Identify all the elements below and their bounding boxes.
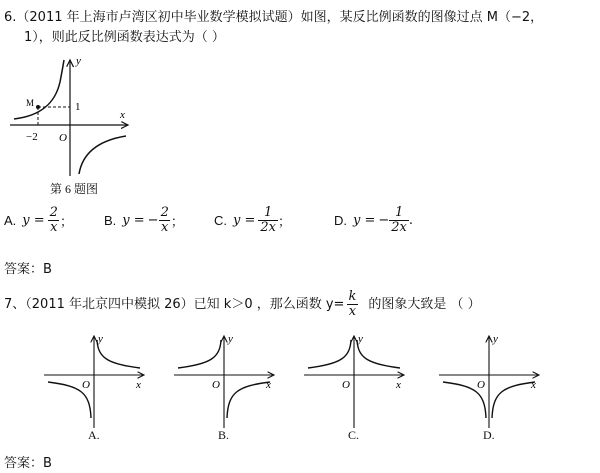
option-fraction: [389, 206, 409, 235]
graph-b-label-y: y: [228, 333, 233, 345]
fraction-numerator: 2: [160, 205, 169, 220]
q6-option-a: [4, 206, 73, 235]
graph-b-label-o: O: [212, 379, 220, 391]
q7-graph-d-caption: D.: [483, 428, 495, 442]
option-sign: −: [147, 213, 159, 228]
fraction-numerator: 2: [49, 205, 58, 220]
q7-graph-d: [435, 330, 545, 430]
graph-a-label-o: O: [82, 379, 90, 391]
q7-text: [4, 290, 481, 319]
fraction-denominator: 2x: [391, 220, 407, 235]
q6-option-b: [104, 206, 184, 235]
option-tail: ；: [170, 215, 184, 230]
option-fraction: [48, 206, 60, 235]
graph-c-branch-2: [308, 340, 351, 368]
option-tail: ；: [59, 215, 73, 230]
q6-figure-caption: 第 6 题图: [50, 182, 99, 196]
q7-graph-b-caption: B.: [218, 428, 230, 442]
graph-a-label-y: y: [98, 333, 103, 345]
q6-text-line2: 1），则此反比例函数表达式为（ ）: [24, 30, 225, 45]
q7-graph-b: [170, 330, 280, 430]
q6-label-y: y: [76, 55, 81, 67]
option-label: C.: [214, 213, 227, 228]
q6-answer: 答案：B: [4, 262, 52, 277]
q6-label-m: M: [26, 98, 35, 108]
option-lhs: y =: [22, 213, 45, 228]
option-lhs: y =: [122, 213, 145, 228]
q7-graph-c: [300, 330, 410, 430]
q6-figure: [0, 46, 150, 196]
q6-curve-branch-4: [79, 136, 126, 174]
q7-graph-c-caption: C.: [348, 428, 360, 442]
option-label: D.: [334, 213, 347, 228]
option-tail: ；: [277, 215, 291, 230]
graph-b-label-x: x: [266, 379, 271, 391]
q7-prefix: 7、（2011 年北京四中模拟 26）已知 k＞0 ，那么函数 y=: [4, 296, 345, 312]
graph-b-branch-4: [227, 382, 270, 418]
q7-answer: 答案：B: [4, 456, 52, 471]
q6-label-x: x: [120, 109, 125, 121]
q6-point-m: [36, 105, 40, 109]
graph-c-branch-1: [357, 340, 400, 368]
fraction-numerator: 1: [264, 205, 273, 220]
graph-d-label-o: O: [477, 379, 485, 391]
fraction-denominator: x: [161, 220, 169, 235]
option-sign: −: [378, 213, 390, 228]
graph-b-branch-2: [178, 340, 221, 368]
fraction-denominator: x: [348, 304, 357, 319]
graph-c-label-y: y: [358, 333, 363, 345]
q6-curve-branch-2: [14, 60, 64, 119]
option-lhs: y =: [233, 213, 256, 228]
fraction-denominator: x: [50, 220, 58, 235]
q6-label-1: 1: [75, 101, 81, 113]
graph-a-label-x: x: [136, 379, 141, 391]
q7-graph-a: [40, 330, 150, 430]
fraction-denominator: 2x: [260, 220, 276, 235]
q6-text-line1: 6.（2011 年上海市卢湾区初中毕业数学模拟试题）如图，某反比例函数的图像过点 M（−2，: [4, 10, 544, 25]
graph-a-branch-1: [97, 340, 140, 368]
q7-suffix: 的图象大致是 （ ）: [368, 296, 481, 312]
graph-d-label-y: y: [493, 333, 498, 345]
option-label: A.: [4, 213, 17, 228]
q7-graph-a-caption: A.: [88, 428, 100, 442]
option-label: B.: [104, 213, 117, 228]
option-fraction: [159, 206, 171, 235]
q6-label-neg2: −2: [26, 131, 38, 143]
graph-c-label-o: O: [342, 379, 350, 391]
q6-option-d: [334, 206, 413, 235]
q6-option-c: [214, 206, 291, 235]
q6-label-o: O: [59, 132, 67, 144]
option-tail: .: [408, 213, 414, 228]
graph-d-label-x: x: [531, 379, 536, 391]
q7-fraction: [346, 290, 358, 319]
graph-d-branch-4: [492, 382, 535, 418]
option-lhs: y =: [353, 213, 376, 228]
option-fraction: [258, 206, 278, 235]
graph-c-label-x: x: [396, 379, 401, 391]
fraction-numerator: k: [348, 289, 357, 304]
fraction-numerator: 1: [394, 205, 404, 220]
